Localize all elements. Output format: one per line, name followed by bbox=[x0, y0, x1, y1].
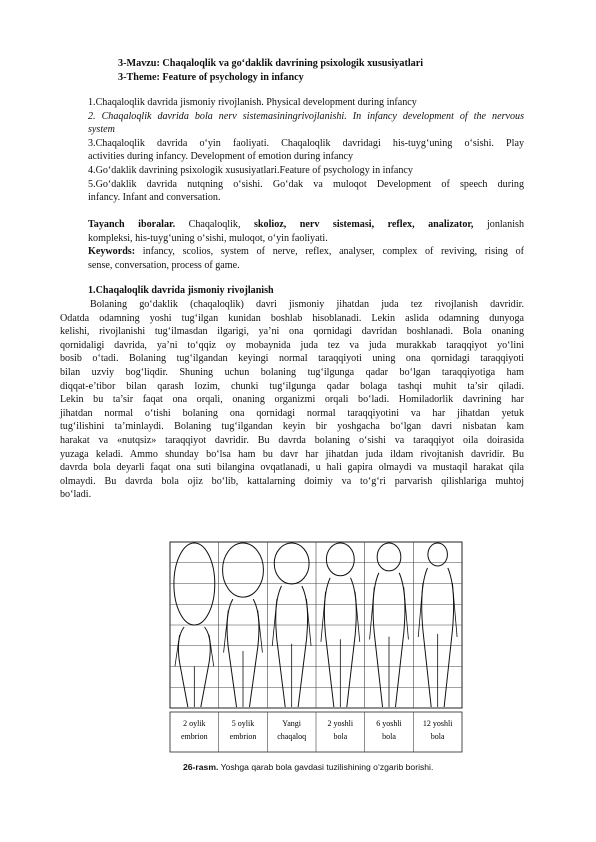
body-line: qornidaligi davrida, ya’ni to‘qqiz oy mobaynida juda tez va juda murakkab taraqqiyot yo‘lini bbox=[60, 339, 524, 351]
caption-text: Yoshga qarab bola gavdasi tuzilishining o‘zgarib borishi. bbox=[218, 762, 434, 772]
body-line: yuzaga keladi. Ammo shunday bo‘lsa ham bu davr har jihatdan juda ildam rivojtanish davridir. Bu bbox=[60, 448, 524, 460]
body-line: olmaydi. Bu davrda bola ojiz bo‘lib, kattalarning doimiy va to‘g‘ri parvarish qilishlariga muhtoj bbox=[60, 475, 524, 487]
keywords-block bbox=[88, 218, 524, 272]
stage-label-line2: chaqaloq bbox=[277, 732, 307, 741]
outline-item-2-cont: system bbox=[88, 124, 115, 136]
body-line: bo‘ladi. bbox=[60, 489, 92, 501]
outline-item-1: 1.Chaqaloqlik davrida jismoniy rivojlanish. Physical development during infancy bbox=[88, 97, 417, 108]
caption-number: 26-rasm. bbox=[183, 762, 219, 772]
stage-label-line2: bola bbox=[382, 732, 396, 741]
outline-item-2: 2. Chaqaloqlik davrida bola nerv sistemasiningrivojlanishi. In infancy development of the nervous bbox=[88, 110, 524, 122]
stage-label-line1: 12 yoshli bbox=[422, 719, 453, 728]
stage-label-line2: embrion bbox=[229, 732, 257, 741]
stage-label-line1: Yangi bbox=[282, 719, 302, 728]
body-line: davrda bola deyarli faqat ona suti bilangina ovqatlanadi, u hali gapira olmaydi va mustaqil harakat qila bbox=[60, 462, 524, 474]
stage-label-line1: 2 oylik bbox=[183, 719, 206, 728]
keywords-uz-label: Tayanch iboralar. bbox=[88, 219, 176, 230]
outline-item-5-cont: infancy. Infant and conversation. bbox=[88, 192, 221, 204]
keywords-en-line-2: sense, conversation, process of game. bbox=[88, 259, 240, 271]
keywords-en-line: Keywords: infancy, scolios, system of nerve, reflex, analyser, complex of reviving, rising of bbox=[88, 246, 524, 258]
body-line: harakat va «nutqsiz» taraqqiyot davridir. Bu davrda bolaning o‘sishi va taraqqiyot oila doirasida bbox=[60, 434, 524, 446]
outline-item-4: 4.Go‘daklik davrining psixologik xususiyatlari.Feature of psychology in infancy bbox=[88, 164, 413, 176]
stage-label-line2: bola bbox=[333, 732, 348, 741]
keywords-en-label: Keywords: bbox=[88, 246, 136, 258]
body-line: kelishi, rivojlanishi tug‘ilmasdan ilgarigi, ya’ni ona qornidagi davridan boshlanadi. Bola onaning bbox=[60, 326, 524, 338]
body-line: Bolaning go‘daklik (chaqaloqlik) davri jismoniy jihatdan juda tez rivojlanish davridir. bbox=[90, 299, 524, 310]
keywords-uz-line: Tayanch iboralar. Chaqaloqlik, skolioz, nerv sistemasi, reflex, analizator, jonlanish bbox=[88, 219, 524, 230]
outline-item-3: 3.Chaqaloqlik davrida o‘yin faoliyati. Chaqaloqlik davridagi his-tuyg‘uning o‘sishi. Play bbox=[88, 137, 524, 149]
body-line: tug‘ilishini ta’minlaydi. Bolaning tug‘ilgandan keyin bir yoshgacha bo‘lgan davri nisbatan kam bbox=[60, 421, 524, 433]
stage-label-line2: embrion bbox=[180, 732, 208, 741]
body-line: Lekin bu ta’sir faqat ona orqali, onaning organizmi orqali bo‘ladi. Homiladorlik davrining har bbox=[60, 394, 524, 406]
body-paragraph bbox=[60, 298, 524, 502]
keywords-uz-line-2: kompleksi, his-tuyg‘uning o‘sishi, muloqot, o‘yin faoliyati. bbox=[88, 232, 328, 244]
topic-outline bbox=[88, 96, 524, 205]
topic-title-en: 3-Theme: Feature of psychology in infancy bbox=[118, 72, 304, 83]
stage-label-line1: 6 yoshli bbox=[376, 719, 402, 728]
body-line: diqqat-e’tibor bilan qarash lozim, chunki tug‘ilgunga qadar bolaga tashqi muhit ta’sir qiladi. bbox=[60, 380, 524, 392]
figure-caption bbox=[183, 762, 433, 772]
body-line: jihatdan normal o‘tishi bolaning ona qornidagi normal taraqqiyotini va har jihatdan yetuk bbox=[60, 407, 524, 419]
body-line: bosib o‘tadi. Bolaning tug‘ilgandan keyingi normal taraqqiyoti uning ona qornidagi taraqqiyoti bbox=[60, 353, 524, 365]
stage-label-line2: bola bbox=[430, 732, 445, 741]
section-heading: 1.Chaqaloqlik davrida jismoniy rivojlanish bbox=[88, 285, 274, 296]
body-line: bilan uzviy bog‘liqdir. Shuning uchun bolaning tug‘ilgunga qadar bo‘lgan taraqqiyotiga ham bbox=[60, 366, 524, 378]
body-line: Odatda odamning yoshi tug‘ilgan kunidan boshlab hisoblanadi. Lekin aslida odamning dunyoga bbox=[60, 312, 524, 324]
topic-title-uz: 3-Mavzu: Chaqaloqlik va go‘daklik davrining psixologik xususiyatlari bbox=[118, 58, 424, 69]
stage-label-line1: 2 yoshli bbox=[327, 719, 354, 728]
body-proportions-figure bbox=[160, 538, 472, 754]
outline-item-5: 5.Go‘daklik davrida nutqning o‘sishi. Go‘dak va muloqot Development of speech during bbox=[88, 178, 524, 190]
stage-label-line1: 5 oylik bbox=[231, 719, 255, 728]
keywords-uz-bold: skolioz, nerv sistemasi, reflex, analizator, bbox=[254, 219, 474, 230]
outline-item-3-cont: activities during infancy. Development of emotion during infancy bbox=[88, 151, 354, 163]
